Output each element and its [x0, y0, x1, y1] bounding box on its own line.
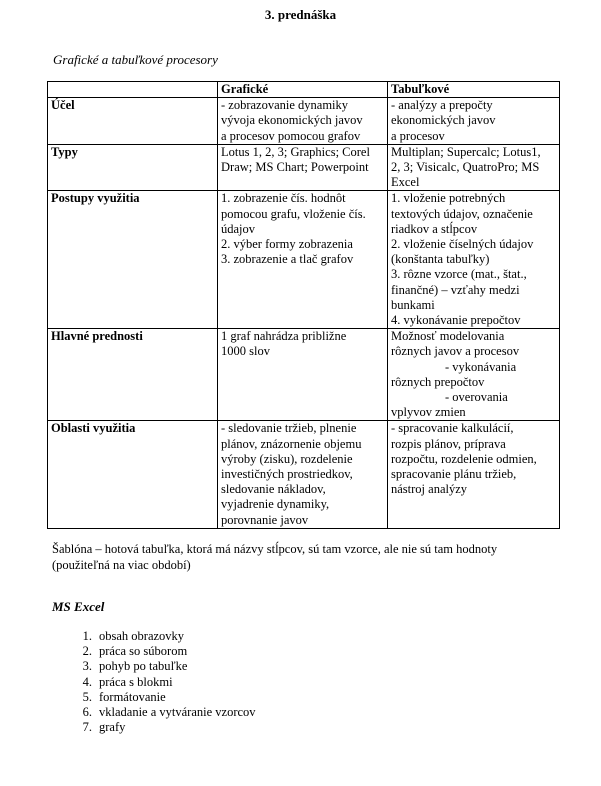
table-row — [48, 98, 560, 145]
cell-line: - overovania — [445, 390, 508, 405]
cell-line: a procesov pomocou grafov — [221, 128, 361, 143]
cell-line: spracovanie plánu tržieb, — [391, 467, 517, 482]
row-label: Účel — [48, 98, 218, 145]
list-number: 4. — [82, 674, 92, 689]
cell-line: údajov — [221, 221, 256, 236]
cell-line: investičných prostriedkov, — [221, 467, 353, 482]
cell-line: riadkov a stĺpcov — [391, 221, 478, 236]
cell-line: Draw; MS Chart; Powerpoint — [221, 160, 369, 175]
table-row — [48, 421, 560, 528]
list-number: 3. — [82, 659, 92, 674]
cell-line: rozpis plánov, príprava — [391, 436, 506, 451]
list-text: obsah obrazovky — [99, 629, 185, 643]
header-cell-empty — [48, 82, 218, 98]
cell-line: 1000 slov — [221, 344, 270, 359]
list-number: 5. — [82, 689, 92, 704]
list-item — [52, 690, 256, 705]
cell-line: 3. rôzne vzorce (mat., štat., — [391, 267, 527, 282]
cell-line: porovnanie javov — [221, 512, 309, 527]
header-cell-graficke: Grafické — [218, 82, 388, 98]
cell-line: plánov, znázornenie objemu — [221, 436, 362, 451]
cell-line: finančné) – vzťahy medzi — [391, 282, 520, 297]
cell-line: 3. zobrazenie a tlač grafov — [221, 252, 354, 267]
cell-line: 1 graf nahrádza približne — [221, 329, 347, 344]
cell-tabulkove — [388, 329, 560, 421]
cell-line: pomocou grafu, vloženie čís. — [221, 206, 366, 221]
table-row — [48, 329, 560, 421]
cell-graficke — [218, 191, 388, 329]
cell-line: 2. výber formy zobrazenia — [221, 237, 353, 252]
cell-line: nástroj analýzy — [391, 482, 468, 497]
row-label: Postupy využitia — [48, 191, 218, 329]
list-text: vkladanie a vytváranie vzorcov — [99, 705, 256, 720]
comparison-table — [47, 81, 560, 529]
cell-line: bunkami — [391, 297, 435, 312]
excel-topic-list — [52, 629, 256, 735]
cell-tabulkove — [388, 98, 560, 145]
cell-line: rozpočtu, rozdelenie odmien, — [391, 451, 537, 466]
cell-line: - sledovanie tržieb, plnenie — [221, 421, 357, 436]
table-header-row — [48, 82, 560, 98]
table-row — [48, 191, 560, 329]
row-label: Hlavné prednosti — [48, 329, 218, 421]
cell-line: vývoja ekonomických javov — [221, 113, 363, 128]
cell-line: rôznych prepočtov — [391, 374, 485, 389]
list-text: práca so súborom — [99, 644, 188, 659]
list-item — [52, 705, 256, 720]
page-title: 3. prednáška — [264, 7, 337, 22]
cell-line: výroby (zisku), rozdelenie — [221, 451, 353, 466]
cell-graficke — [218, 329, 388, 421]
list-item — [52, 629, 256, 644]
cell-line: textových údajov, označenie — [391, 206, 533, 221]
cell-line: a procesov — [391, 128, 445, 143]
sablona-line: Šablóna – hotová tabuľka, ktorá má názvy stĺpcov, sú tam vzorce, ale nie sú tam hodnoty — [52, 542, 498, 556]
section-subtitle: Grafické a tabuľkové procesory — [53, 52, 218, 67]
cell-line: vyjadrenie dynamiky, — [221, 497, 330, 512]
list-item — [52, 675, 256, 690]
list-number: 7. — [82, 720, 92, 735]
cell-line: ekonomických javov — [391, 113, 496, 128]
row-label: Typy — [48, 144, 218, 191]
list-text: práca s blokmi — [99, 674, 173, 689]
sablona-line: (použiteľná na viac období) — [52, 558, 191, 572]
list-item — [52, 659, 256, 674]
cell-graficke — [218, 98, 388, 145]
cell-tabulkove — [388, 144, 560, 191]
cell-line: 1. zobrazenie čís. hodnôt — [221, 191, 346, 206]
row-label: Oblasti využitia — [48, 421, 218, 528]
list-number: 6. — [82, 705, 92, 720]
cell-line: Možnosť modelovania — [391, 329, 505, 344]
cell-line: 4. vykonávanie prepočtov — [391, 313, 521, 328]
table-row — [48, 144, 560, 191]
cell-line: - zobrazovanie dynamiky — [221, 98, 349, 113]
cell-line: - analýzy a prepočty — [391, 98, 493, 113]
cell-line: 2. vloženie číselných údajov — [391, 237, 534, 252]
list-text: grafy — [99, 720, 126, 735]
header-cell-tabulkove: Tabuľkové — [388, 82, 560, 98]
excel-heading: MS Excel — [52, 599, 105, 614]
cell-line: Excel — [391, 175, 420, 190]
cell-line: - spracovanie kalkulácií, — [391, 421, 514, 436]
cell-tabulkove — [388, 421, 560, 528]
list-text: formátovanie — [99, 689, 166, 704]
cell-graficke — [218, 421, 388, 528]
cell-line: 2, 3; Visicalc, QuatroPro; MS — [391, 160, 540, 175]
cell-graficke — [218, 144, 388, 191]
cell-tabulkove — [388, 191, 560, 329]
cell-line: rôznych javov a procesov — [391, 344, 520, 359]
cell-line: - vykonávania — [445, 359, 517, 374]
list-item — [52, 720, 256, 735]
cell-line: Multiplan; Supercalc; Lotus1, — [391, 144, 541, 159]
list-number: 1. — [82, 629, 92, 643]
cell-line: 1. vloženie potrebných — [391, 191, 506, 206]
list-number: 2. — [82, 644, 92, 659]
sablona-note — [52, 541, 552, 573]
list-text: pohyb po tabuľke — [99, 659, 188, 674]
cell-line: vplyvov zmien — [391, 405, 466, 420]
cell-line: sledovanie nákladov, — [221, 482, 326, 497]
cell-line: (konštanta tabuľky) — [391, 252, 490, 267]
list-item — [52, 644, 256, 659]
cell-line: Lotus 1, 2, 3; Graphics; Corel — [221, 144, 370, 159]
